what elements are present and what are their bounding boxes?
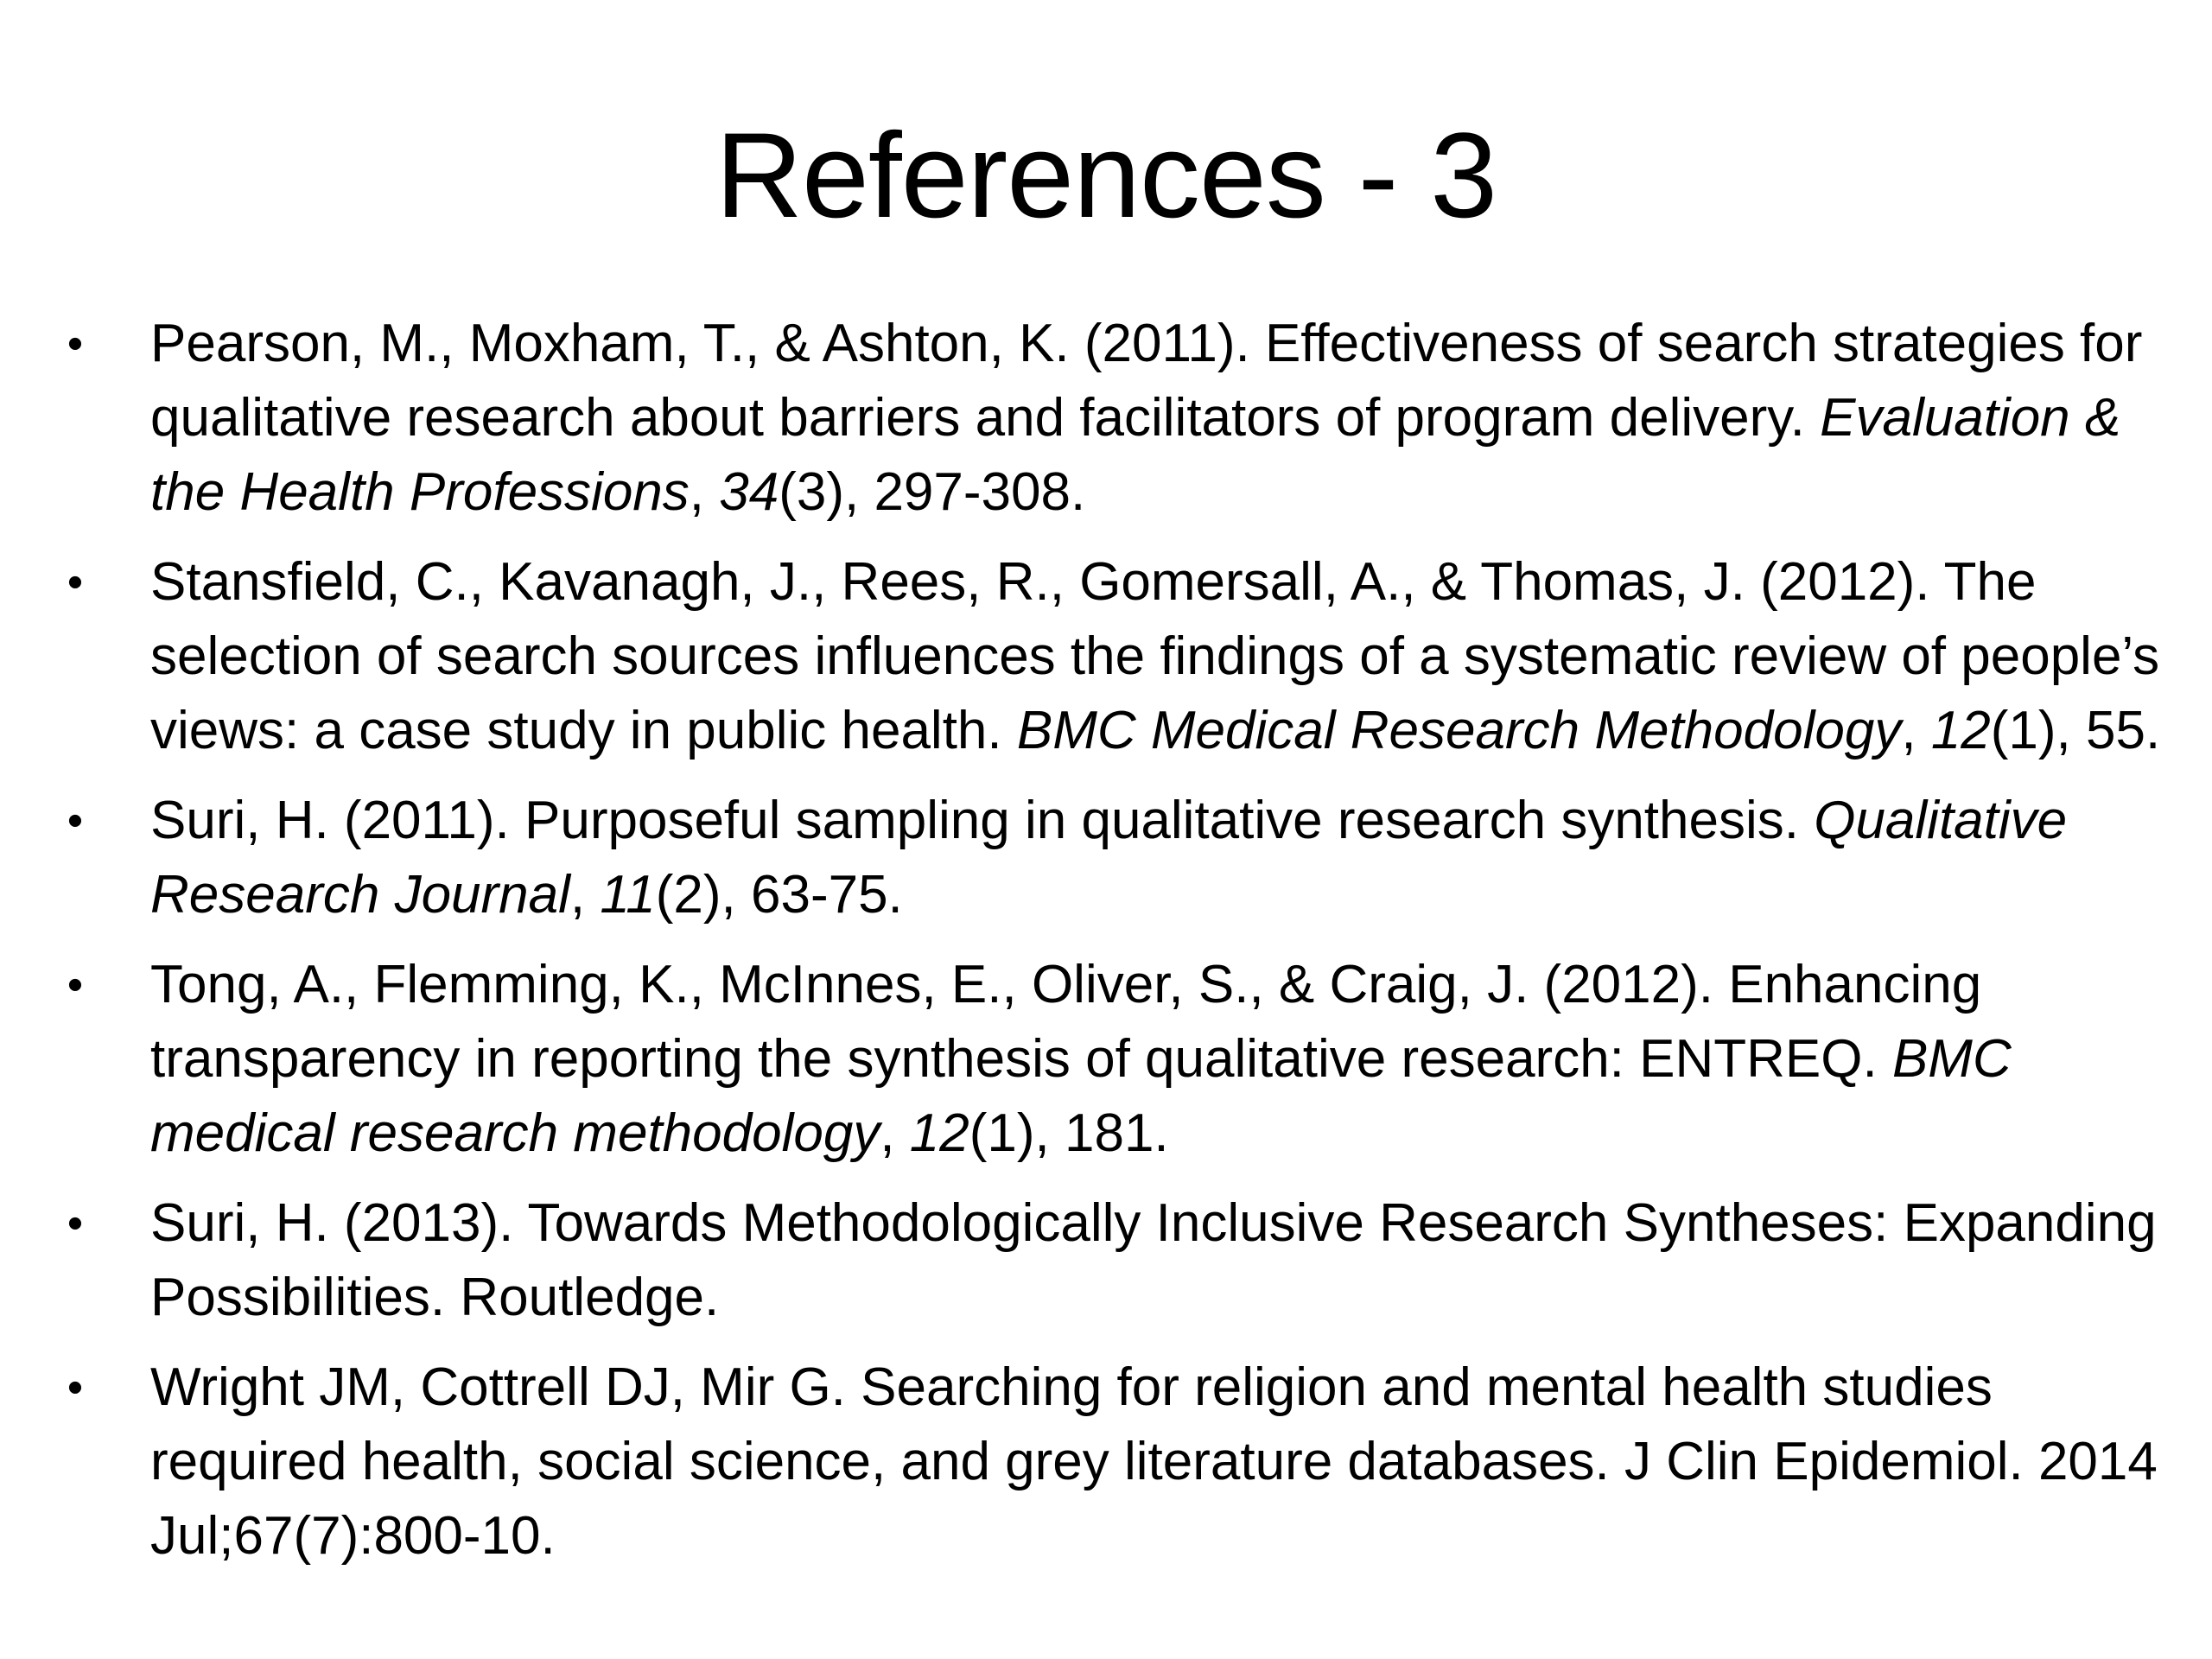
reference-item-tong-2012 [62,948,2171,1171]
reference-list [62,307,2171,1589]
reference-issue-pages: (1), 181. [969,1103,1169,1163]
reference-separator: , [689,462,720,522]
bullet-icon: • [67,796,84,846]
bullet-icon: • [67,1198,84,1249]
reference-text: Suri, H. (2011). Purposeful sampling in qualitative research synthesis. [150,791,1799,850]
bullet-icon: • [67,319,84,369]
reference-volume: 34 [719,462,779,522]
reference-item-wright-2014 [62,1351,2171,1573]
reference-item-stansfield-2012 [62,545,2171,768]
reference-text: Wright JM, Cottrell DJ, Mir G. Searching for religion and mental health studies required health, social science, and grey literature databases. J Clin Epidemiol. 2014 Jul;67(7):800-10. [150,1357,2158,1566]
reference-journal: BMC medical research methodology [150,1029,2012,1163]
reference-item-suri-2013 [62,1186,2171,1335]
reference-separator: , [880,1103,910,1163]
reference-volume: 12 [909,1103,969,1163]
reference-text: Pearson, M., Moxham, T., & Ashton, K. (2011). Effectiveness of search strategies for qualitative research about barriers and facilitators of program delivery. [150,314,2143,448]
reference-volume: 12 [1930,701,1991,760]
reference-issue-pages: (1), 55. [1990,701,2161,760]
reference-item-pearson-2011 [62,307,2171,530]
reference-volume: 11 [600,865,656,925]
bullet-icon: • [67,960,84,1010]
reference-separator: , [569,865,601,925]
reference-text: Stansfield, C., Kavanagh, J., Rees, R., Gomersall, A., & Thomas, J. (2012). The selection of search sources influences the findings of a systematic review of people’s views: a case study in public health. [150,552,2160,760]
reference-issue-pages: (3), 297-308. [779,462,1086,522]
reference-text: Tong, A., Flemming, K., McInnes, E., Oliver, S., & Craig, J. (2012). Enhancing transparency in reporting the synthesis of qualitative research: ENTREQ. [150,955,1982,1089]
bullet-icon: • [67,1363,84,1413]
reference-journal: Qualitative Research Journal [150,791,2068,925]
slide-title: References - 3 [715,107,1497,243]
reference-text: Suri, H. (2013). Towards Methodologically Inclusive Research Syntheses: Expanding Possibilities. Routledge. [150,1193,2157,1327]
reference-journal: BMC Medical Research Methodology [1016,701,1902,760]
reference-item-suri-2011 [62,784,2171,932]
reference-journal: Evaluation & the Health Professions [150,388,2121,522]
reference-separator: , [1901,701,1931,760]
reference-issue-pages: (2), 63-75. [655,865,903,925]
bullet-icon: • [67,557,84,607]
